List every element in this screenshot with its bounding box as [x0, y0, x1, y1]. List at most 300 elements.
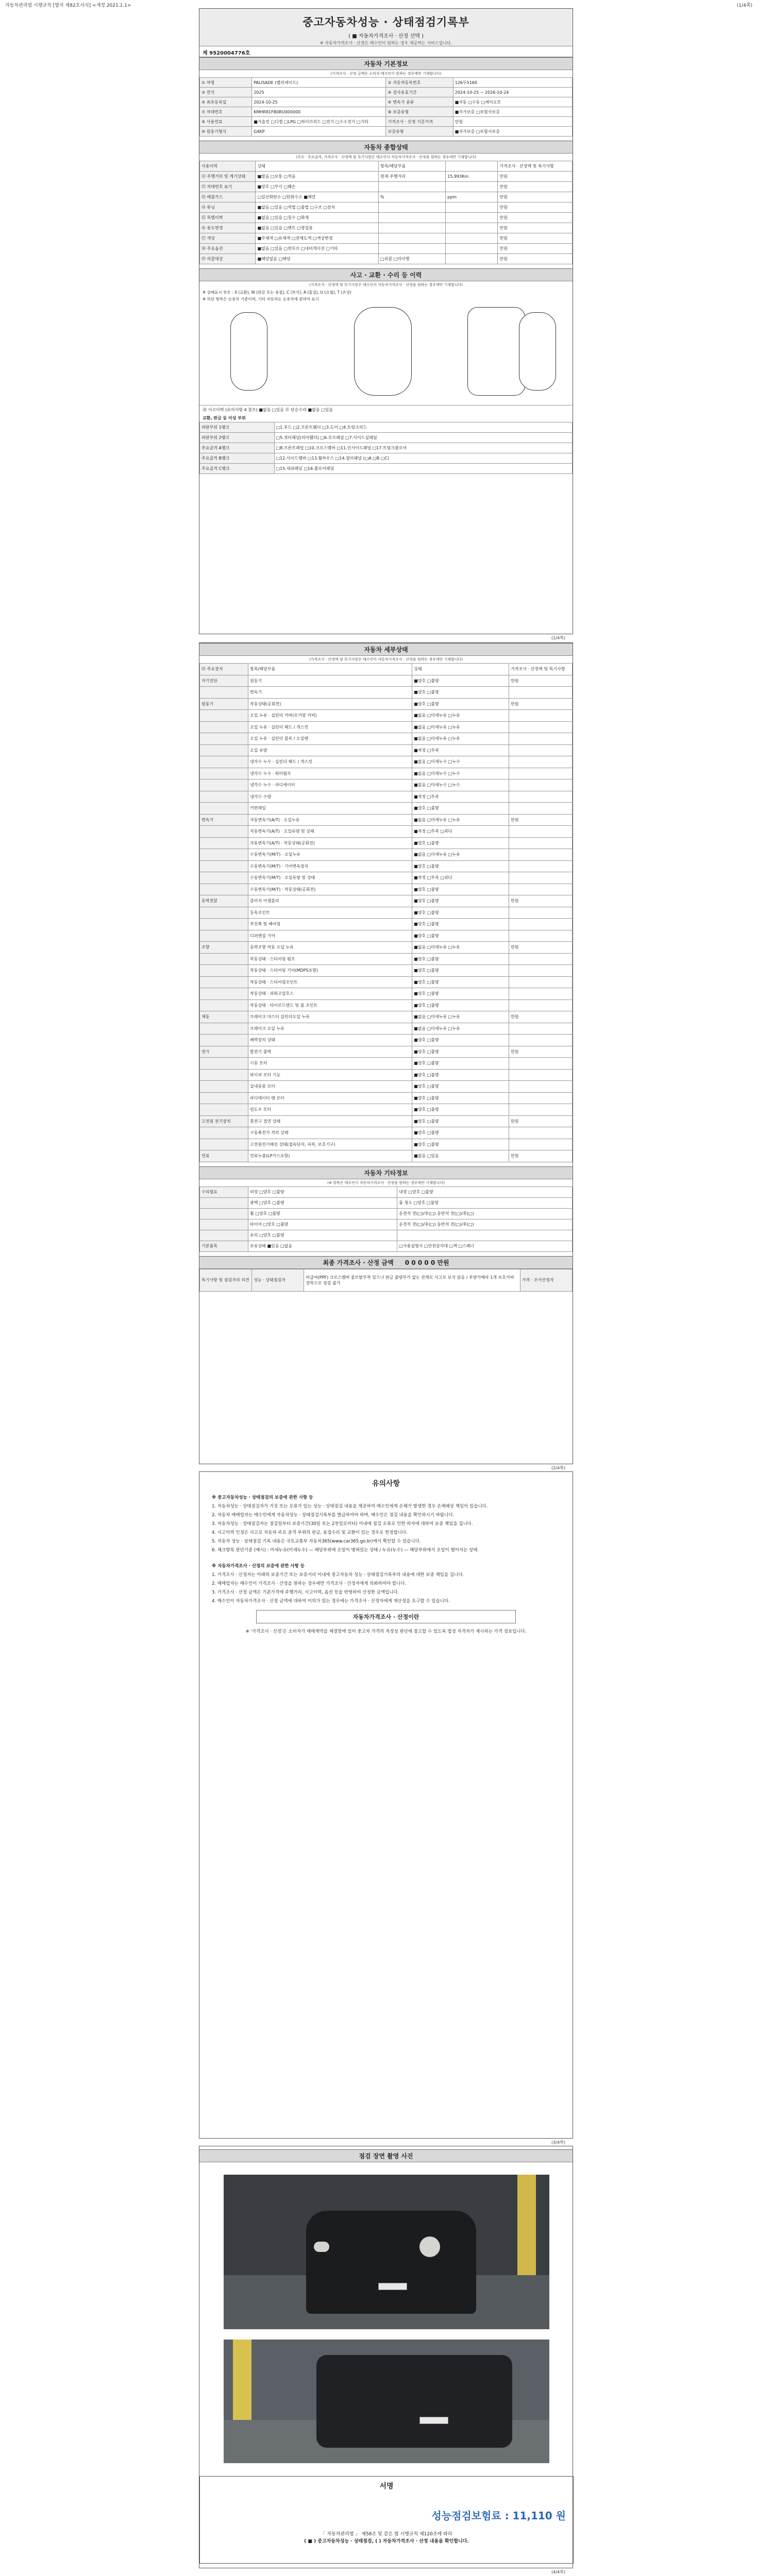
basic-info-row-cell: ■자가보증 □보험사보증: [453, 107, 572, 117]
detail-row-cell: 커먼레일: [248, 803, 412, 815]
detail-row-cell: ■양호 □불량: [412, 687, 509, 699]
form-subtitle: ( ■ 자동차가격조사 · 산정 선택 ): [348, 33, 424, 39]
detail-row-cell: [200, 907, 248, 919]
detail-row-cell: ■적정 □부족 □과다: [412, 826, 509, 838]
summary-row-cell: [446, 161, 498, 172]
summary-row-cell: 만원: [498, 213, 573, 223]
accident-rank-row-cell: 주요골격 A랭크: [200, 443, 275, 453]
detail-row-cell: [509, 919, 573, 930]
detail-row-cell: 만원: [509, 675, 573, 687]
opinion-row-cell: 비급여(PPF) 크로스멤버 볼트탈부착 있으나 판금 불량부가 없는 관계로 사고로 보지 않음 / 후방카메라 1개 보호커버 장착으로 점검 불가: [304, 1269, 520, 1291]
accident-rank-row: [200, 422, 573, 433]
page-number: (4/4쪽): [551, 2570, 565, 2574]
detail-row-cell: 상태: [412, 664, 509, 675]
detail-row: [200, 698, 573, 710]
basic-info-row-cell: ■가솔린 □디젤 □LPG □하이브리드 □전기 □수소전기 □기타: [252, 117, 386, 127]
detail-row-cell: 연료누출(LP가스포함): [248, 1150, 412, 1162]
detail-row: [200, 1150, 573, 1162]
detail-row-cell: [200, 1023, 248, 1035]
detail-row-cell: 수동변속기(M/T) · 기어변속장치: [248, 860, 412, 872]
detail-row-cell: 등속조인트: [248, 907, 412, 919]
notice-item: 3. 가격조사 · 산정 금액은 기준가격에 주행거리, 사고이력, 옵션 등을 반영하여 산정한 금액입니다.: [212, 1590, 399, 1595]
basic-info-row: [200, 117, 573, 127]
basic-info-row-cell: 2024-10-25 ~ 2026-10-24: [453, 88, 572, 97]
detail-row-cell: [509, 849, 573, 861]
summary-row-cell: 항목/해당부품: [379, 161, 446, 172]
summary-row-cell: ⑮ 특별이력: [200, 213, 256, 223]
detail-row-cell: [200, 953, 248, 965]
accident-rank-row-cell: □5.쿼터패널(리어휀더) □6.루프패널 □7.사이드실패널: [274, 433, 572, 443]
detail-row-cell: [509, 779, 573, 791]
detail-row-cell: [200, 1069, 248, 1081]
notice-item: 1. 자동차성능 · 상태점검자가 거짓 또는 오류가 있는 성능 · 상태점검 내용을 제공하여 매수인에게 손해가 발생한 경우 손해배상 책임이 있습니다.: [212, 1504, 488, 1509]
detail-row: [200, 1081, 573, 1093]
detail-row-cell: 자동변속기(A/T) · 작동상태(공회전): [248, 837, 412, 849]
car-rear-view: [519, 312, 556, 391]
frame-label: 교환, 판금 등 이상 부위: [203, 416, 246, 420]
detail-row: [200, 1046, 573, 1058]
detail-row-cell: 발전기 출력: [248, 1046, 412, 1058]
accident-rank-row-cell: 외판부위 2랭크: [200, 433, 275, 443]
detail-row-cell: [509, 999, 573, 1011]
detail-row-cell: ■없음 □있음: [412, 1150, 509, 1162]
detail-row-cell: ■양호 □불량: [412, 1046, 509, 1058]
basic-info-row: [200, 88, 573, 97]
summary-row: [200, 161, 573, 172]
summary-row-cell: 만원: [498, 182, 573, 192]
detail-row-cell: [509, 1092, 573, 1104]
other-info-row-cell: □사용설명서 □안전삼각대 □잭 □스패너: [397, 1241, 573, 1251]
summary-row-cell: 15,993Km: [446, 172, 498, 182]
summary-row-cell: [379, 202, 446, 213]
car-front-view: [230, 312, 267, 391]
detail-row-cell: 작동상태 · 타이로드엔드 및 볼 조인트: [248, 999, 412, 1011]
detail-row-cell: 만원: [509, 1150, 573, 1162]
detail-row-cell: [509, 872, 573, 884]
detail-row-cell: [509, 930, 573, 942]
detail-row-cell: 만원: [509, 1115, 573, 1127]
detail-row-cell: 오일 유량: [248, 744, 412, 756]
detail-row: [200, 919, 573, 930]
detail-row: [200, 1104, 573, 1116]
other-info-row-cell: 수리필요: [200, 1187, 248, 1197]
detail-row: [200, 721, 573, 733]
detail-row-cell: ■양호 □불량: [412, 1081, 509, 1093]
detail-row-cell: [509, 860, 573, 872]
car-top-view: [354, 307, 412, 396]
detail-row-cell: [200, 710, 248, 722]
summary-row-cell: ■없음 □있음 □적법 □불법 □구조 □장치: [256, 202, 379, 213]
notice-item: 4. 사고이력 인정은 사고로 자동차 주요 골격 부위의 판금, 용접수리 및 교환이 있는 경우로 한정합니다.: [212, 1530, 408, 1535]
detail-row-cell: ㉒ 주요장치: [200, 664, 248, 675]
detail-row-cell: ■없음 □미세누유 □누유: [412, 710, 509, 722]
basic-info-row-cell: G4KP: [252, 127, 386, 137]
detail-row-cell: 만원: [509, 1046, 573, 1058]
summary-row-cell: ⑭ 튜닝: [200, 202, 256, 213]
detail-row-cell: ■양호 □불량: [412, 884, 509, 895]
detail-row: [200, 884, 573, 895]
detail-row-cell: 오일 누유 · 실린더 커버(로커암 커버): [248, 710, 412, 722]
sign-confirm-text: ( ■ ) 중고자동차성능 · 상태점검, ( ) 자동차가격조사 · 산정 내용을 확인합니다.: [304, 2539, 469, 2544]
detail-row-cell: [200, 988, 248, 1000]
summary-row: [200, 244, 573, 254]
page-number: (3/4쪽): [551, 2140, 565, 2145]
detail-row-cell: ■없음 □미세누유 □누유: [412, 1023, 509, 1035]
detail-row-cell: [200, 687, 248, 699]
detail-row: [200, 733, 573, 745]
summary-row-cell: ■양호 □부식 □훼손: [256, 182, 379, 192]
detail-row-cell: ■양호 □불량: [412, 860, 509, 872]
accident-rank-row-cell: □12.사이드멤버 □13.휠하우스 □14.필러패널 (□A □B □C): [274, 453, 572, 464]
detail-row-cell: [509, 1104, 573, 1116]
detail-row-cell: 만원: [509, 895, 573, 907]
detail-row-cell: 수동변속기(M/T) · 작동상태(공회전): [248, 884, 412, 895]
opinion-row: [200, 1269, 573, 1291]
basic-info-row-cell: ⑩ 원동기형식: [200, 127, 252, 137]
other-info-row-cell: 광택 □양호 □불량: [248, 1197, 397, 1208]
accident-note: (가격조사 · 산정액 및 특기사항은 매수인이 자동차가격조사 · 산정을 원하는 경우에만 기재합니다): [309, 283, 463, 287]
detail-row-cell: 냉각수 누수 · 라디에이터: [248, 779, 412, 791]
detail-row-cell: ■적정 □부족 □과다: [412, 872, 509, 884]
inspection-photo-front: [224, 2175, 549, 2329]
detail-row-cell: [509, 1069, 573, 1081]
accident-rank-table: [199, 422, 573, 474]
detail-row: [200, 814, 573, 826]
summary-row-cell: [446, 202, 498, 213]
detail-row-cell: 작동상태 · 스티어링 펌프: [248, 953, 412, 965]
detail-row-cell: 수동변속기(M/T) · 오일유량 및 상태: [248, 872, 412, 884]
car-diagram: [199, 302, 573, 405]
detail-row-cell: [509, 687, 573, 699]
detail-row-cell: 냉각수 누수 · 워터펌프: [248, 768, 412, 779]
detail-row-cell: ■양호 □불량: [412, 1104, 509, 1116]
page-4: [199, 2146, 573, 2568]
detail-row-cell: 작동상태 · 파워고압호스: [248, 988, 412, 1000]
accident-rank-row-cell: 주요골격 C랭크: [200, 464, 275, 474]
price-explanation-text: ※ '가격조사 · 산정'은 소비자가 매매계약을 체결함에 있어 중고차 가격의 적정성 판단에 참고할 수 있도록 법정 자격자가 제시하는 가격 정보입니다.: [245, 1629, 527, 1634]
detail-row-cell: ■양호 □불량: [412, 965, 509, 977]
summary-row-cell: ⑫ 차대번호 표기: [200, 182, 256, 192]
detail-row: [200, 872, 573, 884]
other-info-row-cell: 내장 □양호 □불량: [397, 1187, 573, 1197]
basic-info-heading: 자동차 기본정보: [199, 57, 573, 70]
page-3: [199, 1471, 573, 2139]
summary-row-cell: [379, 182, 446, 192]
detail-row-cell: [509, 1035, 573, 1046]
detail-row: [200, 895, 573, 907]
detail-row-cell: 디퍼렌셜 기어: [248, 930, 412, 942]
detail-row-cell: [200, 849, 248, 861]
basic-info-table: [199, 77, 573, 137]
detail-row-cell: ■양호 □불량: [412, 1115, 509, 1127]
form-law-reference: 자동차관리법 시행규칙 [별지 제82호서식] <개정 2021.1.1>: [5, 3, 131, 8]
detail-row-cell: 제동: [200, 1011, 248, 1023]
detail-row-cell: ■양호 □불량: [412, 675, 509, 687]
detail-row-cell: [509, 1127, 573, 1139]
summary-row-cell: ppm: [446, 192, 498, 202]
other-info-row-cell: 룸 청소 □양호 □불량: [397, 1197, 573, 1208]
detail-row: [200, 826, 573, 838]
basic-info-row: [200, 107, 573, 117]
detail-row: [200, 1023, 573, 1035]
page-number: (2/4쪽): [551, 1466, 565, 1470]
detail-row-cell: ■양호 □불량: [412, 895, 509, 907]
accident-rank-row: [200, 453, 573, 464]
detail-row-cell: [200, 744, 248, 756]
summary-note: (주요 · 주요골격, 가격조사 · 산정액 및 특기사항은 매수인이 자동차가격조사 · 산정을 원하는 경우에만 기재합니다): [296, 155, 476, 159]
detail-row-cell: 작동상태(공회전): [248, 698, 412, 710]
detail-row-cell: [200, 803, 248, 815]
notice-item: 3. 자동차성능 · 상태점검자는 점검일부터 보증기간(30일 또는 2천킬로미터) 이내에 점검 오류로 인한 하자에 대하여 보증 책임을 집니다.: [212, 1521, 473, 1527]
detail-row-cell: 수동변속기(M/T) · 오일누유: [248, 849, 412, 861]
opinion-row-cell: 성능 · 상태점검자: [252, 1269, 304, 1291]
detail-row-cell: ■없음 □미세누유 □누유: [412, 849, 509, 861]
basic-info-row-cell: ⑤ 최초등록일: [200, 97, 252, 107]
detail-row-cell: ■없음 □미세누유 □누유: [412, 733, 509, 745]
detail-row-cell: 만원: [509, 942, 573, 954]
detail-row-cell: 변속기: [248, 687, 412, 699]
detail-row-cell: ■양호 □불량: [412, 907, 509, 919]
inspection-photo-rear: [224, 2340, 549, 2463]
basic-info-row-cell: ⑨ 사용연료: [200, 117, 252, 127]
detail-row: [200, 1069, 573, 1081]
detail-row: [200, 942, 573, 954]
detail-row-cell: 항목/해당부품: [248, 664, 412, 675]
detail-row-cell: [200, 733, 248, 745]
other-info-row-cell: 운전석 전(□)/후(□) 동반석 전(□)/후(□): [397, 1219, 573, 1230]
basic-info-row-cell: ■자가보증 □보험사보증: [453, 127, 572, 137]
summary-row-cell: 만원: [498, 202, 573, 213]
summary-row-cell: ■해당없음 □해당: [256, 254, 379, 264]
detail-row-cell: [200, 976, 248, 988]
detail-row-cell: 충전구 절연 상태: [248, 1115, 412, 1127]
form-title: 중고자동차성능 · 상태점검기록부: [303, 16, 469, 28]
detail-row: [200, 837, 573, 849]
summary-row-cell: ■무채색 □유채색 □전체도색 □색상변경: [256, 233, 379, 244]
basic-info-row-cell: ③ 연식: [200, 88, 252, 97]
summary-row-cell: □리콜 □미이행: [379, 254, 446, 264]
detail-row-cell: 동력전달: [200, 895, 248, 907]
detail-row: [200, 756, 573, 768]
detail-row-cell: [509, 953, 573, 965]
summary-heading: 자동차 종합상태: [199, 141, 573, 154]
detail-row: [200, 860, 573, 872]
summary-row-cell: ■없음 □있음 □썬루프 □네비게이션 □기타: [256, 244, 379, 254]
detail-row-cell: 브레이크 오일 누유: [248, 1023, 412, 1035]
detail-row: [200, 907, 573, 919]
detail-row-cell: [509, 710, 573, 722]
detail-row-cell: [200, 1058, 248, 1070]
basic-info-row-cell: 126두5160: [453, 78, 572, 88]
summary-table: [199, 161, 573, 264]
summary-row-cell: [379, 223, 446, 233]
notice-title: 유의사항: [372, 1480, 400, 1488]
detail-row-cell: 전기: [200, 1046, 248, 1058]
summary-row-cell: 만원: [498, 192, 573, 202]
notice-items-2: [199, 1571, 573, 1606]
detail-row: [200, 1035, 573, 1046]
detail-row: [200, 1127, 573, 1139]
opinion-row-cell: 가격 · 조사산정자: [520, 1269, 572, 1291]
basic-info-row: [200, 127, 573, 137]
detail-row-cell: 추진축 및 베어링: [248, 919, 412, 930]
other-info-row-cell: 유리 □양호 □불량: [248, 1230, 397, 1241]
basic-info-row-cell: 만원: [453, 117, 572, 127]
basic-info-row-cell: ■자동 □수동 □세미오토: [453, 97, 572, 107]
detail-row-cell: ■없음 □미세누수 □누수: [412, 768, 509, 779]
detail-row-cell: [509, 768, 573, 779]
other-info-row-cell: [200, 1219, 248, 1230]
notice-sub-2: ※ 자동차가격조사 · 산정의 보증에 관한 사항 등: [212, 1564, 305, 1569]
page-1: [199, 8, 573, 634]
basic-info-row: [200, 78, 573, 88]
detail-row-cell: [200, 756, 248, 768]
other-info-row: [200, 1187, 573, 1197]
detail-row-cell: 시동 모터: [248, 1058, 412, 1070]
detail-row: [200, 965, 573, 977]
other-info-row-cell: 외장 □양호 □불량: [248, 1187, 397, 1197]
other-info-heading: 자동차 기타정보: [199, 1166, 573, 1179]
detail-row-cell: [509, 744, 573, 756]
detail-row-cell: [509, 837, 573, 849]
summary-row-cell: ⑲ 리콜대상: [200, 254, 256, 264]
sign-section: [199, 2476, 574, 2564]
detail-row-cell: ■적정 □부족: [412, 791, 509, 803]
detail-row-cell: 조향: [200, 942, 248, 954]
detail-note: (가격조사 · 산정액 및 특기사항은 매수인이 자동차가격조사 · 산정을 원하는 경우에만 기재합니다): [309, 657, 463, 662]
notice-sub-1: ※ 중고자동차성능 · 상태점검의 보증에 관한 사항 등: [212, 1495, 313, 1500]
summary-row-cell: 만원: [498, 223, 573, 233]
detail-row-cell: [200, 768, 248, 779]
detail-row-cell: [509, 1139, 573, 1150]
notice-item: 6. 체크항목 판단기준 (예시) : 미세누유(미세누수) — 해당부위에 오일이 맺혀있는 상태 / 누유(누수) — 해당부위에서 오일이 떨어지는 상태: [212, 1548, 478, 1553]
detail-row-cell: [200, 721, 248, 733]
detail-row-cell: ■양호 □불량: [412, 919, 509, 930]
final-price-value: 0 0 0 0 0 만원: [405, 1259, 449, 1266]
detail-row-cell: [200, 965, 248, 977]
detail-row-cell: ■없음 □미세누유 □누유: [412, 814, 509, 826]
accident-rank-row-cell: □15.대쉬패널 □16.플로어패널: [274, 464, 572, 474]
other-info-row-cell: [200, 1230, 248, 1241]
detail-row-cell: ■양호 □불량: [412, 1069, 509, 1081]
detail-row-cell: ■양호 □불량: [412, 1139, 509, 1150]
basic-info-row-cell: ④ 검사유효기간: [386, 88, 453, 97]
detail-row-cell: ■양호 □불량: [412, 1127, 509, 1139]
accident-rank-row-cell: 주요골격 B랭크: [200, 453, 275, 464]
detail-row-cell: [200, 837, 248, 849]
detail-row: [200, 1139, 573, 1150]
detail-row-cell: [200, 884, 248, 895]
form-page-indicator: (1/4쪽): [736, 3, 752, 8]
other-info-row: [200, 1197, 573, 1208]
summary-row-cell: 가격조사 · 산정액 및 특기사항: [498, 161, 573, 172]
detail-row: [200, 768, 573, 779]
sign-law-text: 「 자동차관리법 」 제58조 및 같은 법 시행규칙 제120조에 따라: [321, 2532, 452, 2537]
summary-row-cell: ⑬ 배출가스: [200, 192, 256, 202]
opinion-table: [199, 1269, 573, 1292]
notice-item: 4. 매수인이 자동차가격조사 · 산정 금액에 대하여 이의가 있는 경우에는 가격조사 · 산정자에게 재산정을 요구할 수 있습니다.: [212, 1599, 450, 1604]
basic-info-row-cell: ⑦ 차대번호: [200, 107, 252, 117]
detail-row-cell: 원동기: [200, 698, 248, 710]
detail-row-cell: [200, 860, 248, 872]
detail-row-cell: 고전원 전기장치: [200, 1115, 248, 1127]
accident-heading: 사고 · 교환 · 수리 등 이력: [199, 268, 573, 281]
detail-row-cell: 가격조사 · 산정액 및 특기사항: [509, 664, 573, 675]
detail-row-cell: ■없음 □미세누유 □누유: [412, 721, 509, 733]
basic-info-row-cell: 가격조사 · 산정 기준가격: [386, 117, 453, 127]
detail-row-cell: 동력조향 작동 오일 누유: [248, 942, 412, 954]
detail-row-cell: ■양호 □불량: [412, 999, 509, 1011]
detail-row-cell: 자동변속기(A/T) · 오일유량 및 상태: [248, 826, 412, 838]
summary-row-cell: ⑪ 주행거리 및 계기상태: [200, 172, 256, 182]
detail-row-cell: 오일 누유 · 실린더 헤드 / 개스킷: [248, 721, 412, 733]
detail-row-cell: 자동변속기(A/T) · 오일누유: [248, 814, 412, 826]
detail-row-cell: [200, 1104, 248, 1116]
summary-row: [200, 213, 573, 223]
detail-row-cell: 만원: [509, 698, 573, 710]
accident-rank-row: [200, 464, 573, 474]
summary-row-cell: [446, 244, 498, 254]
detail-row-cell: ■양호 □불량: [412, 803, 509, 815]
detail-row-cell: [200, 930, 248, 942]
detail-row: [200, 976, 573, 988]
accident-rank-row: [200, 443, 573, 453]
detail-row-cell: [509, 756, 573, 768]
detail-row-cell: ■양호 □불량: [412, 988, 509, 1000]
detail-row-cell: 변속기: [200, 814, 248, 826]
accident-rank-row: [200, 433, 573, 443]
detail-row: [200, 664, 573, 675]
summary-row-cell: ■없음 □있음 □침수 □화재: [256, 213, 379, 223]
detail-table: [199, 663, 573, 1162]
other-info-row: [200, 1208, 573, 1219]
detail-row-cell: [200, 791, 248, 803]
price-explanation-box: 자동차가격조사 · 산정이란: [256, 1610, 516, 1623]
detail-row-cell: 브레이크 마스터 실린더오일 누유: [248, 1011, 412, 1023]
detail-row-cell: ■양호 □불량: [412, 976, 509, 988]
summary-row-cell: 만원: [498, 172, 573, 182]
detail-row: [200, 803, 573, 815]
summary-row: [200, 233, 573, 244]
summary-row: [200, 172, 573, 182]
detail-row-cell: [200, 1035, 248, 1046]
detail-row-cell: [509, 1081, 573, 1093]
basic-info-row-cell: ① 차명: [200, 78, 252, 88]
detail-row: [200, 930, 573, 942]
detail-row: [200, 1058, 573, 1070]
detail-row-cell: [200, 872, 248, 884]
notice-item: 2. 자동차 매매업자는 매수인에게 자동차성능 · 상태점검기록부를 발급하여야 하며, 매수인은 점검 내용을 확인하시기 바랍니다.: [212, 1513, 455, 1518]
notice-item: 5. 자동차 성능 · 상태점검 기록 내용은 국토교통부 자동차365(www.car365.go.kr)에서 확인할 수 있습니다.: [212, 1539, 421, 1544]
detail-row-cell: [200, 1092, 248, 1104]
detail-row-cell: 와이퍼 모터 기능: [248, 1069, 412, 1081]
other-info-row: [200, 1241, 573, 1251]
detail-row-cell: ■양호 □불량: [412, 930, 509, 942]
detail-row: [200, 1011, 573, 1023]
accident-legend-2: ※ 하단 항목은 승용차 기준이며, 기타 자동차는 승용차에 준하여 표시: [203, 297, 319, 301]
summary-row-cell: [446, 213, 498, 223]
other-info-row-cell: 타이어 □양호 □불량: [248, 1219, 397, 1230]
detail-row-cell: 라디에이터 팬 모터: [248, 1092, 412, 1104]
summary-row-cell: 현재 주행거리: [379, 172, 446, 182]
other-info-row-cell: 휠 □양호 □불량: [248, 1208, 397, 1219]
other-info-row: [200, 1219, 573, 1230]
summary-row: [200, 254, 573, 264]
detail-row-cell: ■양호 □불량: [412, 837, 509, 849]
summary-row-cell: 만원: [498, 254, 573, 264]
detail-row-cell: [509, 884, 573, 895]
detail-row-cell: 만원: [509, 814, 573, 826]
